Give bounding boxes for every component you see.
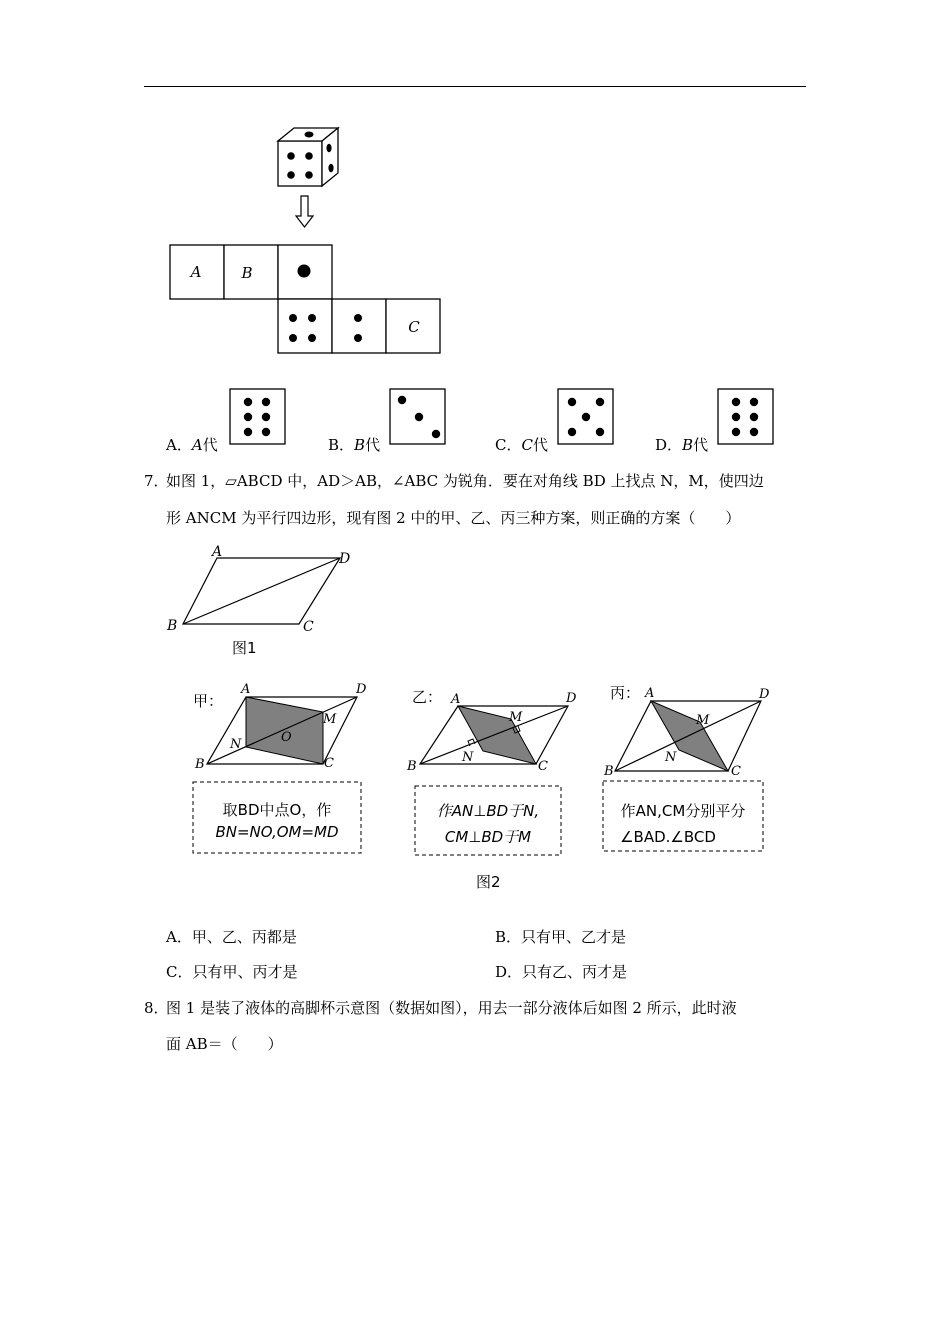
jia-box-line1: 取BD中点O，作 <box>222 801 332 819</box>
svg-text:M: M <box>509 710 523 725</box>
bing-box-line2: ∠BAD.∠BCD <box>620 828 716 846</box>
q7-option-b[interactable]: B．只有甲、乙才是 <box>495 928 627 946</box>
bing-diagonal-bd <box>615 701 761 771</box>
net-label-c: C <box>408 318 420 336</box>
q6-option-c[interactable]: C．C代 <box>495 436 548 454</box>
svg-text:D: D <box>759 687 770 702</box>
bing-label: 丙： <box>610 684 641 702</box>
jia-box-line2: BN=NO,OM=MD <box>215 823 339 841</box>
svg-text:B: B <box>407 759 417 774</box>
fig1-label-d: D <box>339 551 351 567</box>
svg-text:B: B <box>195 757 205 772</box>
q7-line1: 如图 1，▱ABCD 中，AD＞AB，∠ABC 为锐角．要在对角线 BD 上找点 N，M，使四边 <box>166 472 764 490</box>
svg-text:N: N <box>230 737 242 752</box>
down-arrow-icon <box>296 196 313 227</box>
fig1-diagonal-bd <box>183 558 340 624</box>
q6-option-b[interactable]: B．B代 <box>328 436 381 454</box>
yi-right-angle-n <box>468 739 475 746</box>
q8-number: 8． <box>144 999 169 1017</box>
fig1-label-c: C <box>303 619 314 635</box>
svg-text:B: B <box>604 764 614 779</box>
net-label-b: B <box>241 264 253 282</box>
q7-option-a[interactable]: A．甲、乙、丙都是 <box>166 928 297 946</box>
svg-text:D: D <box>356 682 367 697</box>
net-label-a: A <box>190 263 202 281</box>
svg-text:C: C <box>324 756 334 771</box>
svg-text:A: A <box>451 692 461 707</box>
svg-text:M: M <box>696 713 710 728</box>
q7-option-d[interactable]: D．只有乙、丙才是 <box>495 963 628 981</box>
q8-line1: 图 1 是装了液体的高脚杯示意图（数据如图），用去一部分液体后如图 2 所示，此时液 <box>166 999 737 1017</box>
fig1-label-a: A <box>212 544 223 560</box>
dice-figure <box>0 0 950 460</box>
figure-1 <box>0 540 950 665</box>
bing-box-line1: 作AN,CM分别平分 <box>620 802 746 820</box>
yi-box-line2: CM⊥BD于M <box>444 828 532 846</box>
net-square-four <box>278 299 332 353</box>
option-d-face <box>718 389 773 444</box>
fig1-caption: 图1 <box>232 639 257 657</box>
svg-text:C: C <box>731 764 741 779</box>
q8-line2: 面 AB＝（ ） <box>166 1035 283 1053</box>
yi-label: 乙： <box>412 688 443 706</box>
q6-option-a[interactable]: A．A代 <box>166 436 218 454</box>
q7-line2: 形 ANCM 为平行四边形，现有图 2 中的甲、乙、丙三种方案，则正确的方案（ ） <box>166 509 741 527</box>
jia-label: 甲： <box>193 692 224 710</box>
svg-text:M: M <box>323 712 337 727</box>
svg-text:A: A <box>645 686 655 701</box>
panel-jia <box>193 682 367 853</box>
dice-net <box>170 245 440 353</box>
net-square-two <box>332 299 386 353</box>
fig2-caption: 图2 <box>476 873 501 891</box>
q7-option-c[interactable]: C．只有甲、丙才是 <box>166 963 298 981</box>
option-a-face <box>230 389 285 444</box>
yi-box-line1: 作AN⊥BD于N, <box>436 802 540 820</box>
svg-text:A: A <box>241 682 251 697</box>
fig1-label-b: B <box>167 618 178 634</box>
q6-option-d[interactable]: D．B代 <box>655 436 709 454</box>
svg-text:D: D <box>566 691 577 706</box>
panel-yi <box>406 688 577 855</box>
svg-text:N: N <box>462 750 474 765</box>
svg-text:O: O <box>281 730 292 745</box>
q7-number: 7． <box>144 472 169 490</box>
figure-2 <box>0 670 950 895</box>
svg-text:N: N <box>665 750 677 765</box>
top-pip <box>305 132 314 138</box>
bing-shaded-ancm <box>651 701 728 771</box>
cube-front-face <box>278 141 322 186</box>
panel-bing <box>603 684 770 851</box>
svg-text:C: C <box>538 759 548 774</box>
